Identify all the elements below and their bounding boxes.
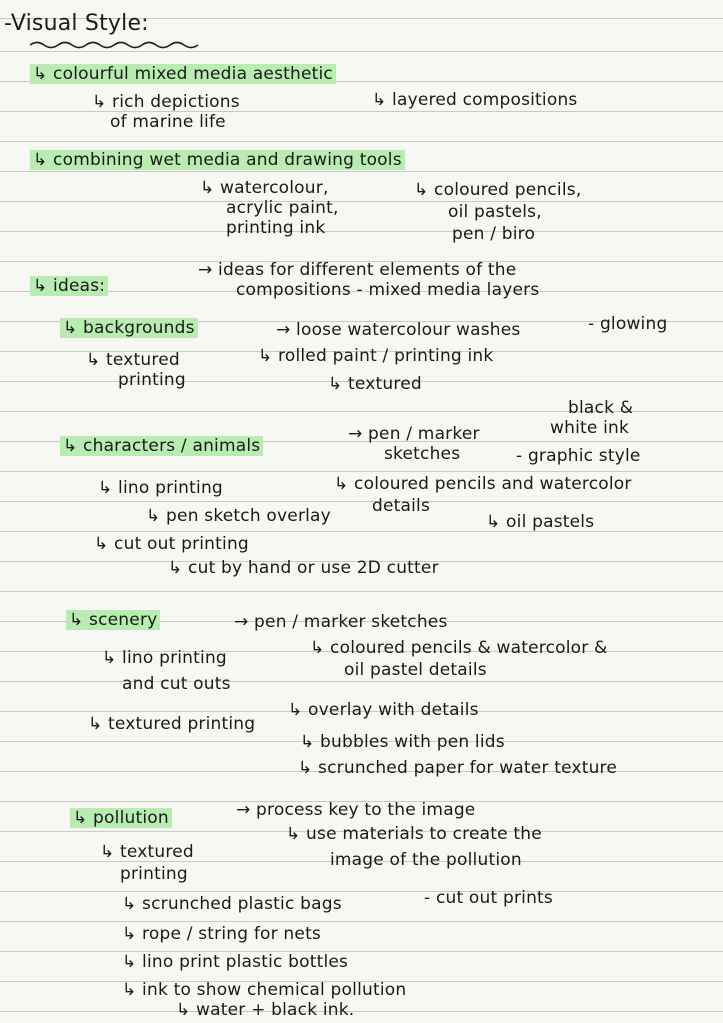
note-ideas-layers: compositions - mixed media layers — [236, 280, 540, 300]
note-textured-3: ↳ textured — [100, 842, 194, 862]
note-process-key: → process key to the image — [236, 800, 476, 820]
note-printing-ink: printing ink — [226, 218, 326, 238]
note-textured: ↳ textured — [86, 350, 180, 370]
note-coloured-pencils-watercolor-2: ↳ coloured pencils & watercolor & — [310, 638, 608, 658]
note-printing-3: printing — [120, 864, 188, 884]
note-white-ink: white ink — [550, 418, 630, 438]
note-cut-by-hand: ↳ cut by hand or use 2D cutter — [168, 558, 439, 578]
note-acrylic-paint: acrylic paint, — [226, 198, 339, 218]
note-black-and: black & — [568, 398, 634, 418]
note-oil-pastels: oil pastels, — [448, 202, 542, 222]
note-marine-life: of marine life — [110, 112, 226, 132]
note-rolled-paint: ↳ rolled paint / printing ink — [258, 346, 494, 366]
note-ink-chemical-pollution: ↳ ink to show chemical pollution — [122, 980, 407, 1000]
note-cut-out-prints: - cut out prints — [424, 888, 553, 908]
note-details: details — [372, 496, 431, 516]
note-overlay-details: ↳ overlay with details — [288, 700, 479, 720]
note-cut-out-printing: ↳ cut out printing — [94, 534, 249, 554]
note-oil-pastel-details: oil pastel details — [344, 660, 487, 680]
note-oil-pastels-2: ↳ oil pastels — [486, 512, 595, 532]
heading-colourful-mixed-media: ↳ colourful mixed media aesthetic — [30, 64, 336, 84]
heading-backgrounds: ↳ backgrounds — [60, 318, 198, 338]
note-pen-biro: pen / biro — [452, 224, 536, 244]
page-title: -Visual Style: — [4, 11, 149, 36]
note-coloured-pencils: ↳ coloured pencils, — [414, 180, 582, 200]
note-scrunched-paper: ↳ scrunched paper for water texture — [298, 758, 618, 778]
note-water-black-ink: ↳ water + black ink. — [176, 1000, 355, 1020]
heading-characters-animals: ↳ characters / animals — [60, 436, 263, 456]
note-graphic-style: - graphic style — [516, 446, 641, 466]
note-rich-depictions: ↳ rich depictions — [92, 92, 240, 112]
heading-ideas: ↳ ideas: — [30, 276, 108, 296]
note-pen-sketch-overlay: ↳ pen sketch overlay — [146, 506, 331, 526]
note-bubbles-pen-lids: ↳ bubbles with pen lids — [300, 732, 505, 752]
note-and-cut-outs: and cut outs — [122, 674, 231, 694]
note-layered-compositions: ↳ layered compositions — [372, 90, 578, 110]
title-underline-squiggle — [30, 40, 210, 50]
heading-pollution: ↳ pollution — [70, 808, 172, 828]
note-image-of-pollution: image of the pollution — [330, 850, 522, 870]
note-scrunched-plastic-bags: ↳ scrunched plastic bags — [122, 894, 342, 914]
heading-scenery: ↳ scenery — [66, 610, 160, 630]
note-printing: printing — [118, 370, 186, 390]
note-use-materials: ↳ use materials to create the — [286, 824, 542, 844]
note-sketches: sketches — [384, 444, 461, 464]
note-pen-marker: → pen / marker — [348, 424, 480, 444]
note-glowing: - glowing — [588, 314, 668, 334]
note-loose-watercolour: → loose watercolour washes — [276, 320, 521, 340]
note-watercolour: ↳ watercolour, — [200, 178, 329, 198]
heading-wet-media-drawing-tools: ↳ combining wet media and drawing tools — [30, 150, 405, 170]
note-lino-printing-2: ↳ lino printing — [102, 648, 227, 668]
note-textured-printing: ↳ textured printing — [88, 714, 256, 734]
note-pen-marker-sketches: → pen / marker sketches — [234, 612, 448, 632]
note-rope-string-nets: ↳ rope / string for nets — [122, 924, 321, 944]
note-ideas-elements: → ideas for different elements of the — [198, 260, 517, 280]
note-textured-2: ↳ textured — [328, 374, 422, 394]
note-lino-print-bottles: ↳ lino print plastic bottles — [122, 952, 349, 972]
note-coloured-pencils-watercolor: ↳ coloured pencils and watercolor — [334, 474, 632, 494]
note-lino-printing: ↳ lino printing — [98, 478, 223, 498]
